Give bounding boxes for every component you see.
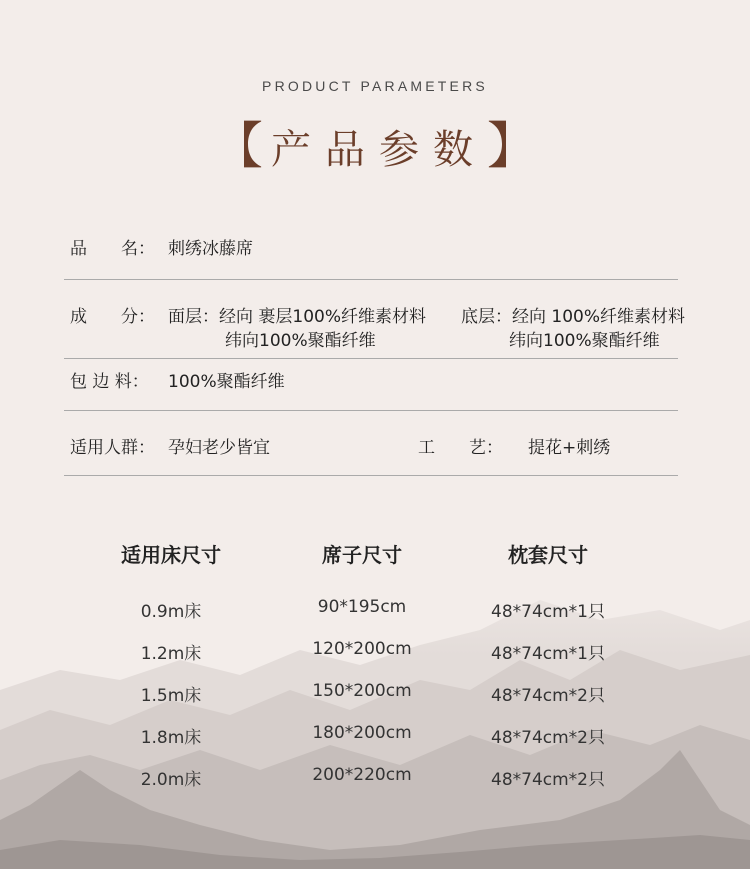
- divider: [64, 410, 678, 411]
- header-pillowcase-size: 枕套尺寸: [508, 543, 588, 567]
- bed-size-cell: 2.0m床: [140, 770, 202, 790]
- mat-size-cell: 180*200cm: [312, 723, 412, 743]
- face-layer-line1: 面层：经向 裹层100%纤维素材料: [168, 307, 427, 327]
- page-subtitle: PRODUCT PARAMETERS: [262, 78, 488, 94]
- pillowcase-size-cell: 48*74cm*2只: [491, 686, 605, 706]
- face-layer-line2: 纬向100%聚酯纤维: [225, 331, 376, 351]
- audience-label: 适用人群：: [70, 438, 155, 458]
- audience-value: 孕妇老少皆宜: [168, 438, 270, 458]
- mat-size-cell: 150*200cm: [312, 681, 412, 701]
- bed-size-cell: 1.8m床: [140, 728, 202, 748]
- bed-size-cell: 0.9m床: [140, 602, 202, 622]
- left-bracket: 【: [213, 117, 263, 175]
- composition-label: 成 分：: [70, 307, 155, 327]
- page-title-block: [0, 116, 750, 176]
- craft-label: 工 艺：: [418, 438, 503, 458]
- pillowcase-size-cell: 48*74cm*2只: [491, 728, 605, 748]
- edging-label: 包 边 料：: [70, 372, 149, 392]
- page-title: 产品参数: [271, 126, 487, 173]
- divider: [64, 358, 678, 359]
- divider: [64, 279, 678, 280]
- pillowcase-size-cell: 48*74cm*2只: [491, 770, 605, 790]
- pillowcase-size-cell: 48*74cm*1只: [491, 602, 605, 622]
- header-bed-size: 适用床尺寸: [121, 543, 221, 567]
- edging-value: 100%聚酯纤维: [168, 372, 285, 392]
- bottom-layer-line1: 底层：经向 100%纤维素材料: [461, 307, 686, 327]
- craft-value: 提花+刺绣: [528, 438, 611, 458]
- header-mat-size: 席子尺寸: [322, 543, 402, 567]
- bed-size-cell: 1.2m床: [140, 644, 202, 664]
- product-name-label: 品 名：: [70, 239, 155, 259]
- mat-size-cell: 90*195cm: [317, 597, 407, 617]
- mat-size-cell: 120*200cm: [312, 639, 412, 659]
- right-bracket: 】: [487, 117, 537, 175]
- mat-size-cell: 200*220cm: [312, 765, 412, 785]
- bottom-layer-line2: 纬向100%聚酯纤维: [509, 331, 660, 351]
- divider: [64, 475, 678, 476]
- bed-size-cell: 1.5m床: [140, 686, 202, 706]
- pillowcase-size-cell: 48*74cm*1只: [491, 644, 605, 664]
- product-name-value: 刺绣冰藤席: [168, 239, 253, 259]
